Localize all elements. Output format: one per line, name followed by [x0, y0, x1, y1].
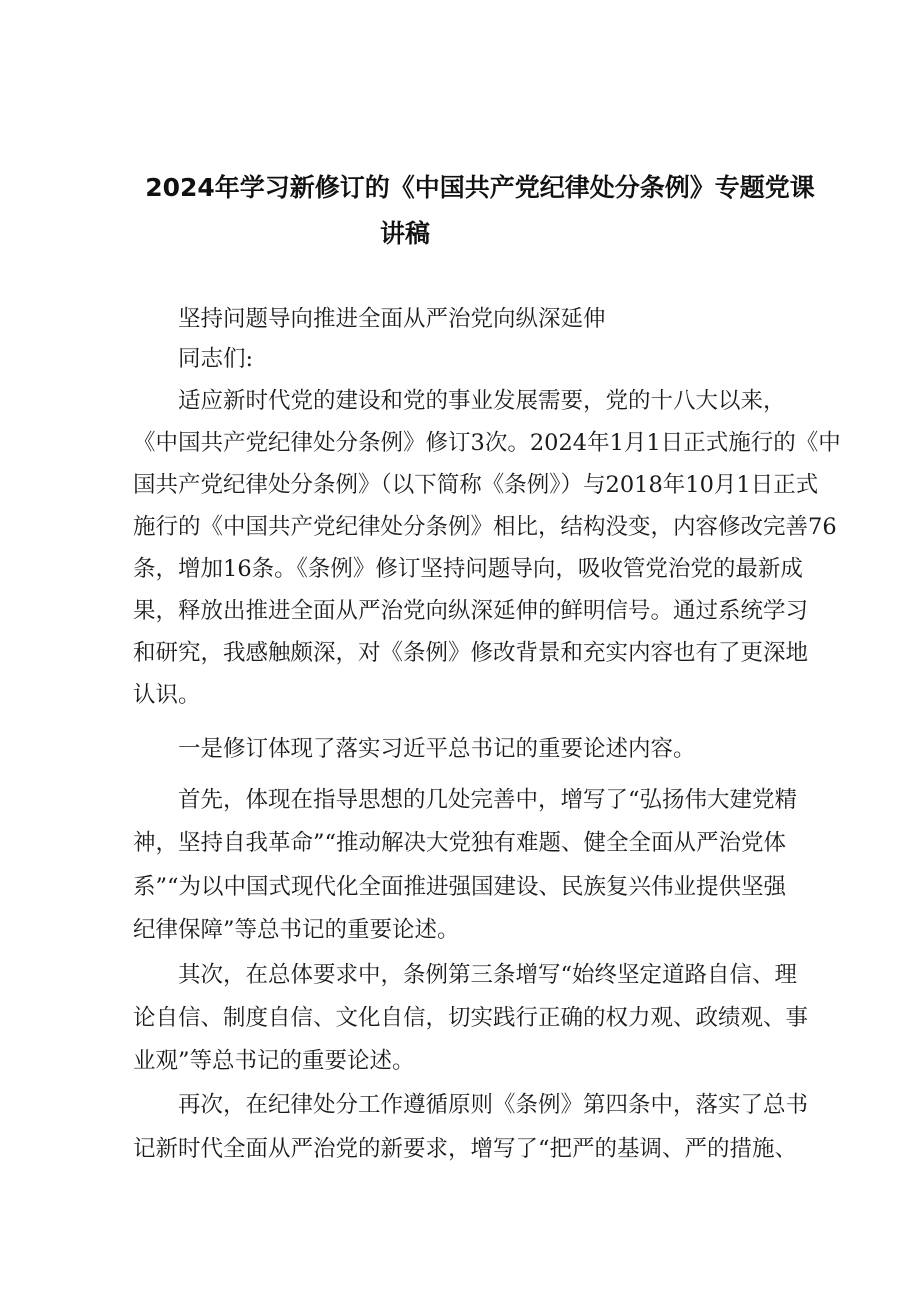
paragraph-2-line: 系”“为以中国式现代化全面推进强国建设、民族复兴伟业提供坚强 [133, 874, 787, 900]
paragraph-1-line: 适应新时代党的建设和党的事业发展需要，党的十八大以来， [178, 388, 786, 414]
paragraph-1-line: 果，释放出推进全面从严治党向纵深延伸的鲜明信号。通过系统学习 [133, 598, 809, 624]
document-title-line-1: 2024年学习新修订的《中国共产党纪律处分条例》专题党课 [145, 173, 815, 202]
document-title-line-2: 讲稿 [380, 219, 431, 248]
paragraph-1-line: 认识。 [133, 682, 201, 708]
paragraph-1-line: 和研究，我感触颇深，对《条例》修改背景和充实内容也有了更深地 [133, 640, 809, 666]
paragraph-1-line: 条，增加16条。《条例》修订坚持问题导向，吸收管党治党的最新成 [133, 556, 803, 582]
paragraph-4-line: 记新时代全面从严治党的新要求，增写了“把严的基调、严的措施、 [133, 1136, 798, 1162]
paragraph-4-line: 再次，在纪律处分工作遵循原则《条例》第四条中，落实了总书 [178, 1092, 809, 1118]
paragraph-3-line: 论自信、制度自信、文化自信，切实践行正确的权力观、政绩观、事 [133, 1005, 809, 1031]
paragraph-2-line: 首先，体现在指导思想的几处完善中，增写了“弘扬伟大建党精 [178, 787, 798, 813]
document-subtitle: 坚持问题导向推进全面从严治党向纵深延伸 [178, 306, 606, 332]
paragraph-3-line: 其次，在总体要求中，条例第三条增写“始终坚定道路自信、理 [178, 962, 798, 988]
paragraph-1-line: 施行的《中国共产党纪律处分条例》相比，结构没变，内容修改完善76 [133, 514, 837, 540]
paragraph-1-line: 《中国共产党纪律处分条例》修订3次。2024年1月1日正式施行的《中 [133, 430, 841, 456]
salutation: 同志们: [178, 346, 254, 372]
paragraph-3-line: 业观”等总书记的重要论述。 [133, 1048, 415, 1074]
section-heading-1: 一是修订体现了落实习近平总书记的重要论述内容。 [178, 736, 696, 762]
paragraph-1-line: 国共产党纪律处分条例》（以下简称《条例》）与2018年10月1日正式 [133, 472, 819, 498]
paragraph-2-line: 神，坚持自我革命”“推动解决大党独有难题、健全全面从严治党体 [133, 830, 787, 856]
paragraph-2-line: 纪律保障”等总书记的重要论述。 [133, 917, 460, 943]
